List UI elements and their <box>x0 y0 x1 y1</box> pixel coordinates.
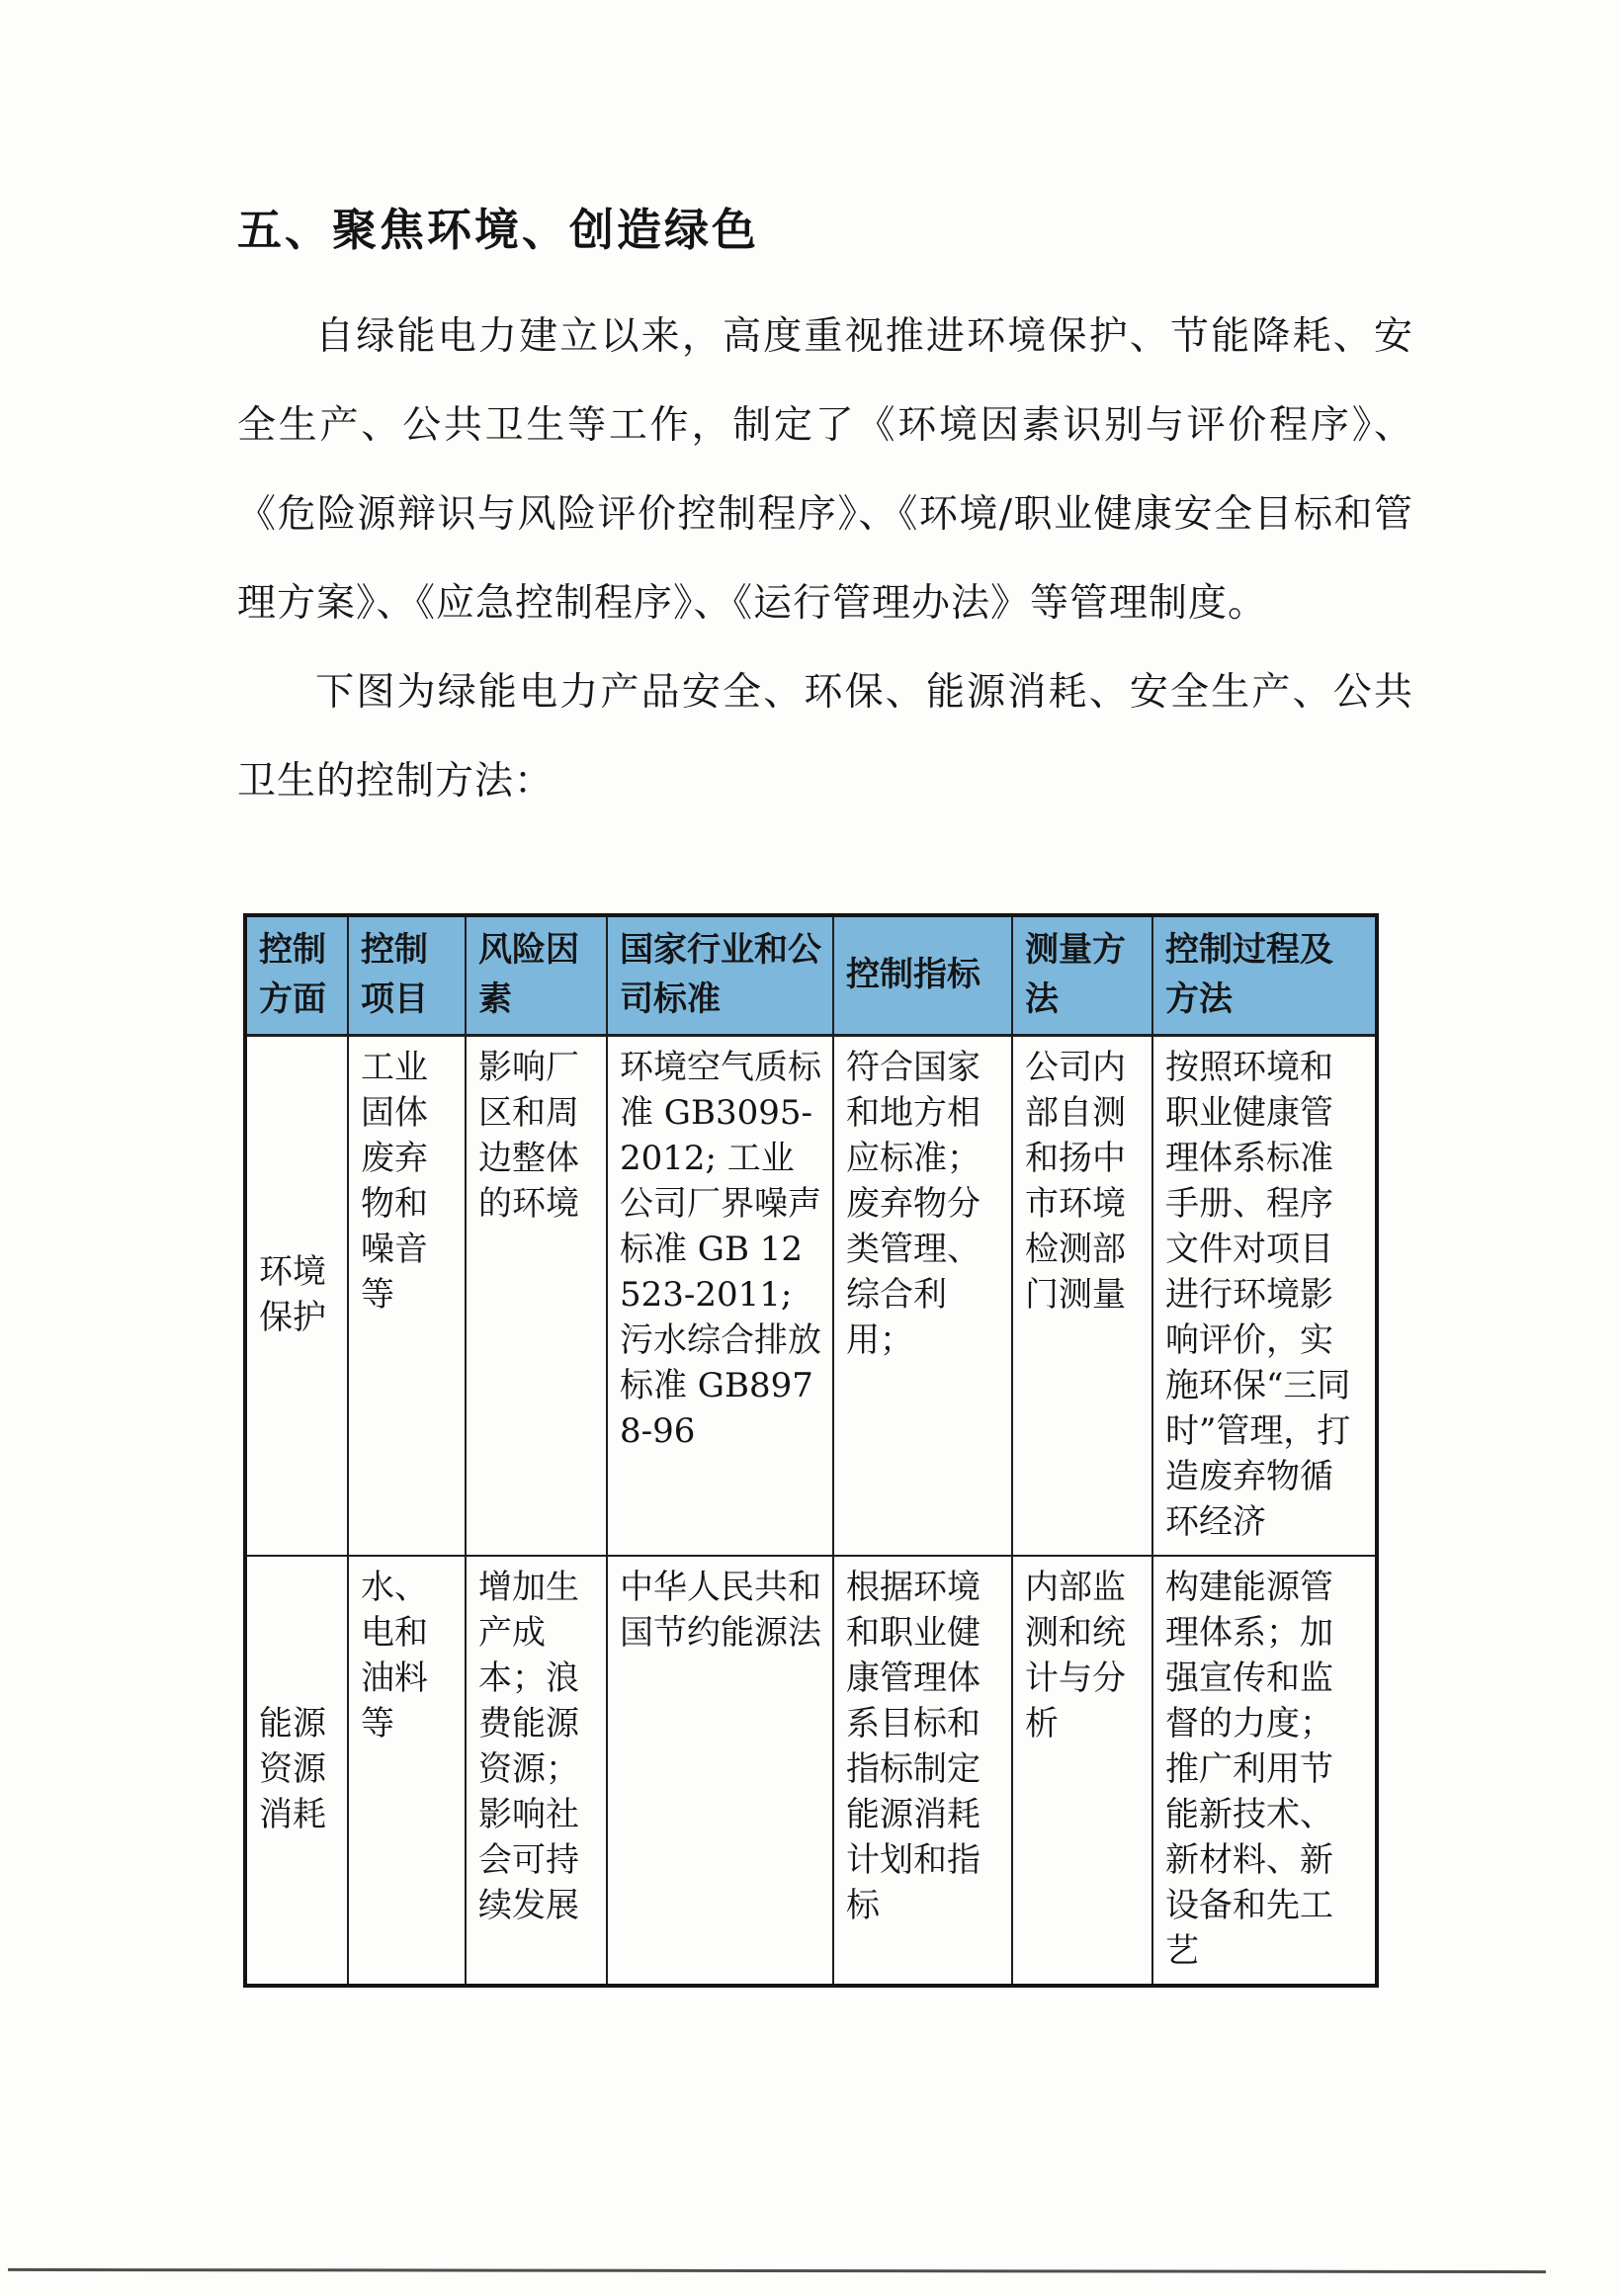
header-cell-control-item: 控制项目 <box>348 915 466 1036</box>
page-title: 五、聚焦环境、创造绿色 <box>237 204 760 256</box>
paragraph-management-systems <box>237 293 1413 648</box>
cell-measurement: 内部监测和统计与分析 <box>1012 1556 1152 1986</box>
header-cell-risk-factor: 风险因素 <box>466 915 607 1036</box>
header-cell-control-indicator: 控制指标 <box>833 915 1012 1036</box>
cell-aspect: 能源资源消耗 <box>245 1556 348 1986</box>
cell-process: 按照环境和职业健康管理体系标准手册、程序文件对项目进行环境影响评价，实施环保“三同时”管理，打造废弃物循环经济 <box>1152 1036 1377 1557</box>
paragraph-text: 下图为绿能电力产品安全、环保、能源消耗、安全生产、公共卫生的控制方法： <box>237 670 1413 804</box>
header-cell-measurement-method: 测量方法 <box>1012 915 1152 1036</box>
cell-item: 工业固体废弃物和噪音等 <box>348 1036 466 1557</box>
cell-standard: 环境空气质标准 GB3095-2012; 工业公司厂界噪声标准 GB 12523-2011; 污水综合排放标准 GB8978-96 <box>607 1036 833 1557</box>
cell-indicator: 根据环境和职业健康管理体系目标和指标制定能源消耗计划和指标 <box>833 1556 1012 1986</box>
cell-process: 构建能源管理体系；加强宣传和监督的力度；推广利用节能新技术、新材料、新设备和先工艺 <box>1152 1556 1377 1986</box>
cell-risk: 增加生产成本；浪费能源资源；影响社会可持续发展 <box>466 1556 607 1986</box>
header-cell-control-process: 控制过程及方法 <box>1152 915 1377 1036</box>
header-cell-control-aspect: 控制方面 <box>245 915 348 1036</box>
cell-item: 水、电和油料等 <box>348 1556 466 1986</box>
cell-risk: 影响厂区和周边整体的环境 <box>466 1036 607 1557</box>
cell-aspect: 环境保护 <box>245 1036 348 1557</box>
table-row-energy <box>245 1556 1377 1986</box>
paragraph-text: 自绿能电力建立以来，高度重视推进环境保护、节能降耗、安全生产、公共卫生等工作，制定了《环境因素识别与评价程序》、《危险源辩识与风险评价控制程序》、《环境/职业健康安全目标和管理方案》、《应急控制程序》、《运行管理办法》等管理制度。 <box>237 314 1413 626</box>
table-header-row <box>245 915 1377 1036</box>
cell-indicator: 符合国家和地方相应标准；废弃物分类管理、综合利用； <box>833 1036 1012 1557</box>
control-methods-table <box>243 913 1379 1988</box>
table-row-environment <box>245 1036 1377 1557</box>
cell-standard: 中华人民共和国节约能源法 <box>607 1556 833 1986</box>
scan-edge-line <box>8 2268 1546 2273</box>
paragraph-table-intro <box>237 648 1413 826</box>
header-cell-national-standard: 国家行业和公司标准 <box>607 915 833 1036</box>
cell-measurement: 公司内部自测和扬中市环境检测部门测量 <box>1012 1036 1152 1557</box>
